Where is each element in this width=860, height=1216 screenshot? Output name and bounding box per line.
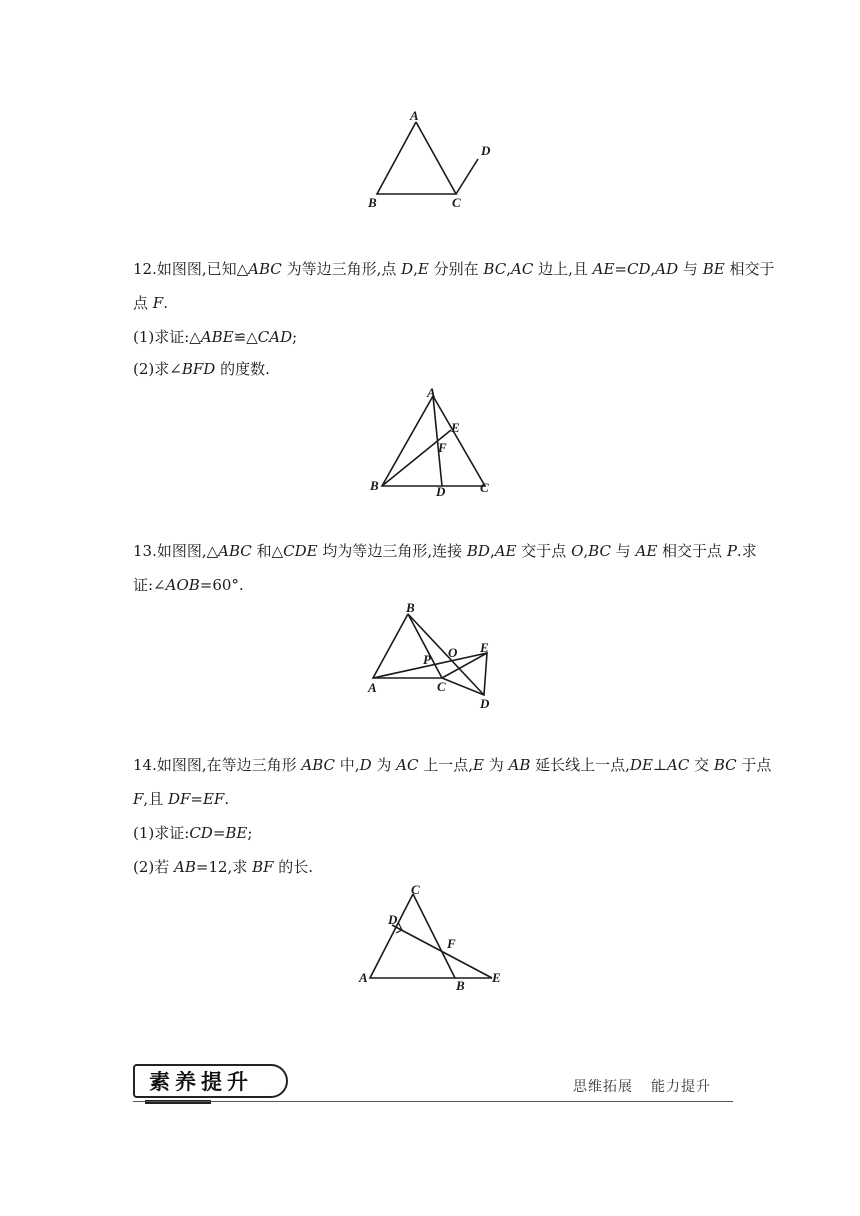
segment-cd [456, 159, 478, 194]
section-title-badge [133, 1064, 288, 1098]
problem-13-line-1: 13.如图图,△ABC 和△CDE 均为等边三角形,连接 BD,AE 交于点 O,BC 与 AE 相交于点 P.求 [133, 542, 757, 560]
label-e: E [451, 420, 460, 435]
label-c: C [437, 679, 446, 694]
figure-2 [365, 386, 505, 500]
segment-bd [408, 614, 484, 695]
problem-12-part-1: (1)求证:△ABE≌△CAD; [133, 328, 298, 346]
section-title: 素养提升 [149, 1070, 253, 1094]
section-banner [133, 1064, 733, 1104]
triangle-abc [377, 122, 456, 194]
label-e: E [492, 970, 501, 985]
label-f: F [447, 936, 456, 951]
figure-3 [360, 598, 510, 712]
banner-rule [133, 1101, 733, 1102]
label-d: D [480, 696, 490, 711]
problem-14-part-1: (1)求证:CD=BE; [133, 824, 253, 842]
label-b: B [368, 195, 377, 210]
label-o: O [448, 645, 458, 660]
segment-de [392, 925, 492, 978]
label-f: F [438, 440, 447, 455]
label-d: D [436, 484, 446, 499]
problem-12-line-2: 点 F. [133, 294, 168, 312]
label-c: C [480, 480, 489, 495]
label-b: B [456, 978, 465, 993]
section-subtitle [573, 1076, 711, 1096]
label-a: A [359, 970, 368, 985]
problem-12-part-2: (2)求∠BFD 的度数. [133, 360, 270, 378]
problem-14-line-1: 14.如图图,在等边三角形 ABC 中,D 为 AC 上一点,E 为 AB 延长线上一点,DE⊥AC 交 BC 于点 [133, 756, 772, 774]
problem-14-part-2: (2)若 AB=12,求 BF 的长. [133, 858, 314, 876]
label-d: D [388, 912, 398, 927]
triangle-abc [373, 614, 442, 678]
label-b: B [406, 600, 415, 615]
subtitle-2: 能力提升 [651, 1079, 711, 1095]
label-a: A [368, 680, 377, 695]
figure-1 [360, 108, 510, 212]
problem-14-line-2: F,且 DF=EF. [133, 790, 230, 808]
label-a: A [410, 108, 419, 123]
label-e: E [480, 640, 489, 655]
label-c: C [452, 195, 461, 210]
label-a: A [427, 386, 436, 400]
figure-4 [355, 882, 515, 994]
label-p: P [423, 652, 431, 667]
label-c: C [411, 882, 420, 897]
problem-13-line-2: 证:∠AOB=60°. [133, 576, 244, 594]
label-b: B [370, 478, 379, 493]
problem-12-line-1: 12.如图图,已知△ABC 为等边三角形,点 D,E 分别在 BC,AC 边上,且 AE=CD,AD 与 BE 相交于 [133, 260, 775, 278]
label-d: D [481, 143, 491, 158]
subtitle-1: 思维拓展 [573, 1079, 633, 1095]
